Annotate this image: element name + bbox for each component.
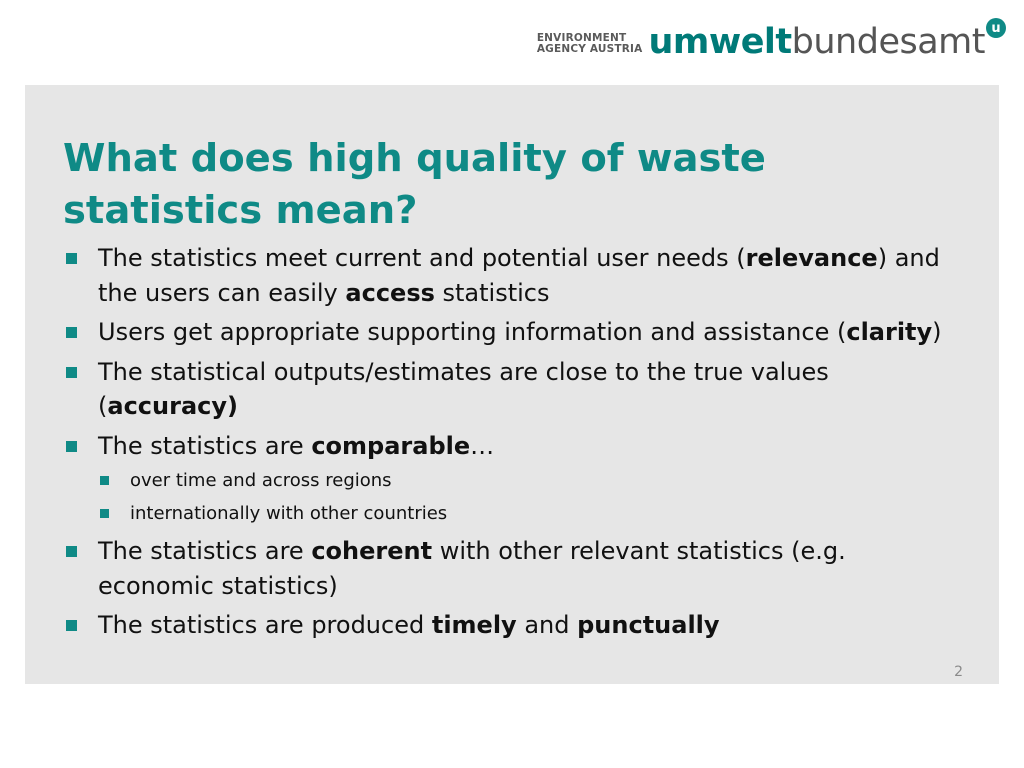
bullet-comparable: The statistics are comparable… — [63, 429, 963, 464]
bullet-accuracy: The statistical outputs/estimates are close to the true values (accuracy) — [63, 355, 963, 424]
bullet-square-icon — [66, 253, 77, 264]
sub-bullet-international: internationally with other countries — [63, 501, 963, 527]
logo-tagline — [537, 33, 643, 55]
slide-title: What does high quality of waste statistics mean? — [63, 136, 766, 233]
bullet-relevance: The statistics meet current and potential user needs (relevance) and the users can easily access statistics — [63, 241, 963, 310]
bullet-square-icon — [100, 509, 109, 518]
logo-tagline-line1: ENVIRONMENT — [536, 32, 627, 44]
logo-tagline-line2: AGENCY AUSTRIA — [536, 43, 643, 55]
slide-content-panel — [25, 85, 999, 684]
sub-bullet-time-regions: over time and across regions — [63, 468, 963, 494]
logo-wordmark — [648, 24, 985, 60]
page-number: 2 — [954, 664, 963, 680]
bullet-timely: The statistics are produced timely and punctually — [63, 608, 963, 643]
logo-word-bold: umwelt — [648, 22, 792, 62]
logo-word-regular: bundesamt — [791, 22, 985, 62]
agency-logo — [536, 20, 1006, 62]
bullet-list — [63, 241, 963, 648]
logo-badge-icon: u — [986, 18, 1006, 38]
bullet-square-icon — [100, 476, 109, 485]
bullet-square-icon — [66, 327, 77, 338]
bullet-square-icon — [66, 620, 77, 631]
bullet-clarity: Users get appropriate supporting information and assistance (clarity) — [63, 315, 963, 350]
bullet-coherent: The statistics are coherent with other relevant statistics (e.g. economic statistics) — [63, 534, 963, 603]
bullet-square-icon — [66, 546, 77, 557]
bullet-square-icon — [66, 367, 77, 378]
bullet-square-icon — [66, 441, 77, 452]
